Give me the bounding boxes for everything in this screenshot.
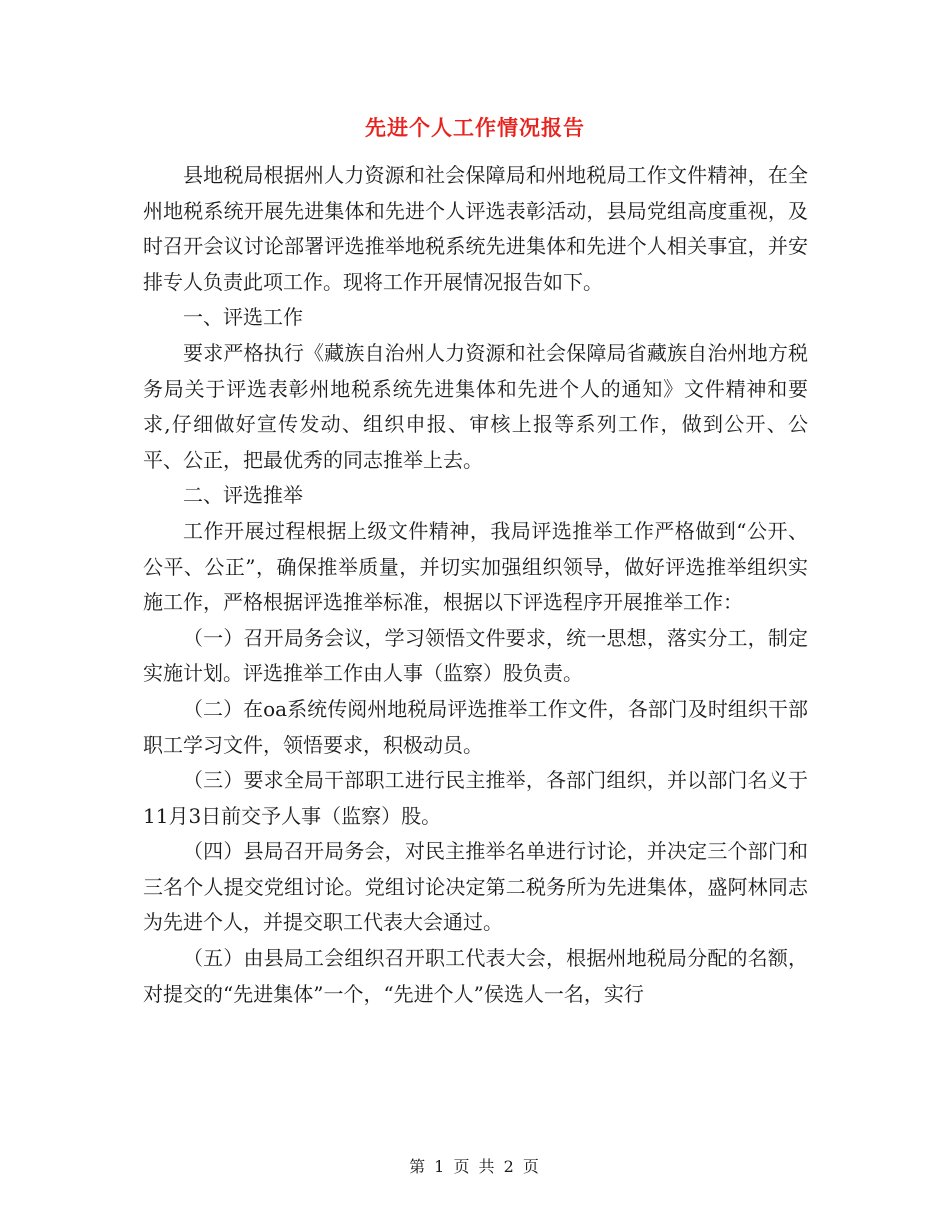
page-number: 第 1 页 共 2 页 xyxy=(409,1157,541,1176)
paragraph-intro: 县地税局根据州人力资源和社会保障局和州地税局工作文件精神，在全州地税系统开展先进集体和先进个人评选表彰活动，县局党组高度重视，及时召开会议讨论部署评选推举地税系统先进集体和先进个人相关事宜，并安排专人负责此项工作。现将工作开展情况报告如下。 xyxy=(143,163,808,294)
section-heading-1: 一、评选工作 xyxy=(183,305,303,330)
list-item-1: （一）召开局务会议，学习领悟文件要求，统一思想，落实分工，制定实施计划。评选推举工作由人事（监察）股负责。 xyxy=(143,625,808,686)
list-item-5: （五）由县局工会组织召开职工代表大会，根据州地税局分配的名额，对提交的“先进集体”一个，“先进个人”侯选人一名，实行 xyxy=(143,946,808,1006)
paragraph-section-2: 工作开展过程根据上级文件精神，我局评选推举工作严格做到“公开、公平、公正”，确保推举质量，并切实加强组织领导，做好评选推举组织实施工作，严格根据评选推举标准，根据以下评选程序开展推举工作： xyxy=(143,518,808,615)
document-body xyxy=(143,158,808,1012)
list-item-4: （四）县局召开局务会，对民主推举名单进行讨论，并决定三个部门和三名个人提交党组讨论。党组讨论决定第二税务所为先进集体，盛阿林同志为先进个人，并提交职工代表大会通过。 xyxy=(143,839,808,935)
paragraph-section-1: 要求严格执行《藏族自治州人力资源和社会保障局省藏族自治州地方税务局关于评选表彰州地税系统先进集体和先进个人的通知》文件精神和要求,仔细做好宣传发动、组织申报、审核上报等系列工作，做到公开、公平、公正，把最优秀的同志推举上去。 xyxy=(143,340,808,472)
list-item-2: （二）在oa系统传阅州地税局评选推举工作文件，各部门及时组织干部职工学习文件，领悟要求，积极动员。 xyxy=(143,696,808,757)
list-item-3: （三）要求全局干部职工进行民主推举，各部门组织，并以部门名义于11月3日前交予人事（监察）股。 xyxy=(143,768,808,828)
section-heading-2: 二、评选推举 xyxy=(183,483,303,508)
document-title: 先进个人工作情况报告 xyxy=(365,115,585,140)
